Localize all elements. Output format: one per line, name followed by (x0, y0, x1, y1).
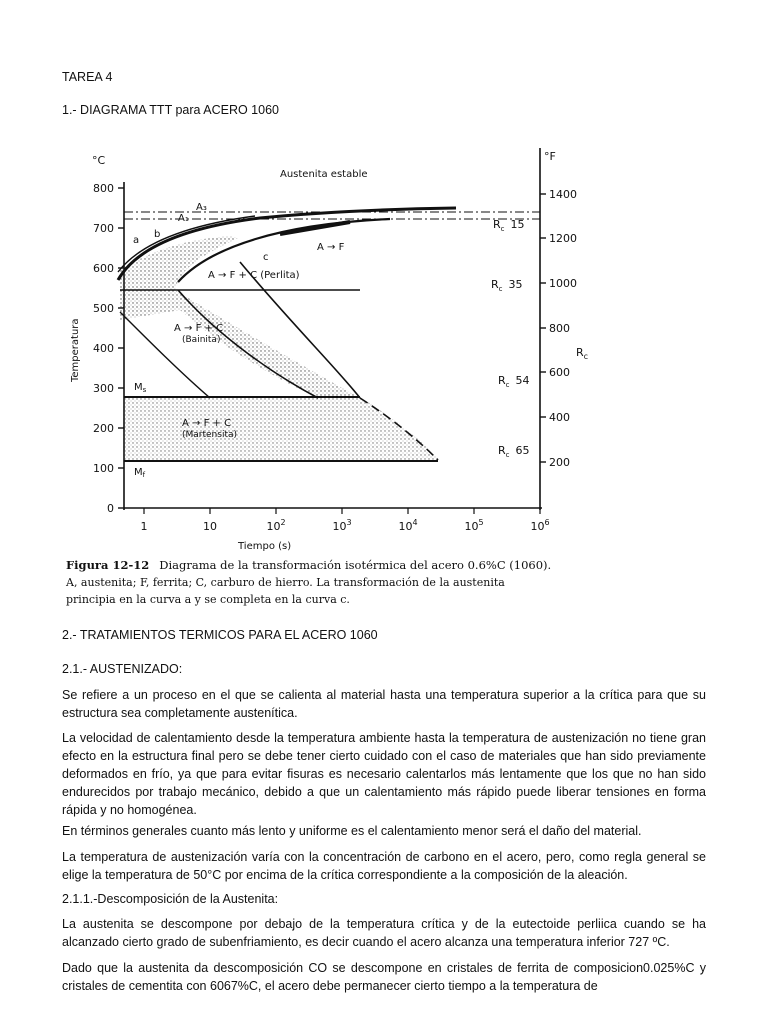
curve-c-thick-segment (280, 222, 350, 234)
subsection-austenizado-heading: 2.1.- AUSTENIZADO: (62, 662, 183, 676)
rc-hardness-labels (491, 218, 530, 459)
section-2-heading: 2.- TRATAMIENTOS TERMICOS PARA EL ACERO 1060 (62, 628, 378, 642)
fahrenheit-unit-label: °F (544, 150, 556, 163)
paragraph-1: Se refiere a un proceso en el que se calienta al material hasta una temperatura superior a la crítica para que su estructura sea completamente austenítica. (62, 688, 706, 720)
fahrenheit-tick-label: 800 (549, 322, 570, 335)
region-label-bainita-1: A → F + C (174, 323, 224, 334)
a1-label: A₁ (178, 213, 189, 224)
celsius-tick-label: 400 (93, 342, 114, 355)
section-1-heading: 1.- DIAGRAMA TTT para ACERO 1060 (62, 103, 279, 117)
mf-label: $M_f$ (134, 467, 146, 479)
paragraph-2: La velocidad de calentamiento desde la temperatura ambiente hasta la temperatura de austenización no tiene gran efecto en la estructura final pero se debe tener cierto cuidado con el caso de materiales que han sido previamente deformados en frío, ya que para evitar fisuras es necesario calentarlos más lentamente que los que no han sido endurecidos por trabajo mecánico, debido a que un calentamiento más rápido puede liberar tensiones en forma rápida y no homogénea. (62, 731, 706, 817)
y-axis-title: Temperatura (70, 318, 81, 382)
time-ticks (141, 508, 550, 533)
rc-value-label: $R_c$ 54 (498, 374, 530, 389)
celsius-tick-label: 0 (107, 502, 114, 515)
celsius-tick-label: 200 (93, 422, 114, 435)
fahrenheit-tick-label: 1000 (549, 277, 577, 290)
rc-value-label: $R_c$ 35 (491, 278, 523, 293)
ms-label: $M_s$ (134, 382, 147, 394)
fahrenheit-tick-label: 1400 (549, 188, 577, 201)
region-label-bainita-2: (Bainita) (182, 335, 221, 345)
paragraph-6: Dado que la austenita da descomposición CO se descompone en cristales de ferrita de composicion0.025%C y cristales de cementita con 6067%C, el acero debe permanecer cierto tiempo a la temperatura de (62, 961, 706, 993)
celsius-tick-label: 600 (93, 262, 114, 275)
celsius-tick-label: 300 (93, 382, 114, 395)
time-tick-label: 10 (203, 520, 217, 533)
paragraph-4: La temperatura de austenización varía con la concentración de carbono en el acero, pero, como regla general se elige la temperatura de 50°C por encima de la crítica correspondiente a la composición de la aleación. (62, 850, 706, 882)
region-label-af: A → F (317, 242, 345, 253)
dotted-region-martensite (124, 397, 438, 462)
figure-caption-line-3: principia en la curva a y se completa en la curva c. (66, 593, 350, 606)
region-label-perlita: A → F + C (Perlita) (208, 270, 300, 281)
celsius-tick-label: 100 (93, 462, 114, 475)
a3-label: A₃ (196, 202, 207, 213)
time-tick-label: $10^5$ (464, 518, 484, 533)
rc-axis-label: $R_c$ (576, 346, 589, 361)
dotted-region-transformation (120, 236, 360, 398)
celsius-ticks (93, 182, 124, 515)
fahrenheit-ticks (540, 188, 577, 469)
celsius-tick-label: 700 (93, 222, 114, 235)
paragraph-3: En términos generales cuanto más lento y uniforme es el calentamiento menor será el daño del material. (62, 824, 642, 838)
stable-austenite-label: Austenita estable (280, 169, 368, 180)
time-tick-label: 1 (140, 520, 148, 533)
time-tick-label: $10^6$ (530, 518, 550, 533)
time-tick-label: $10^3$ (332, 518, 352, 533)
figure-caption-line-1: Figura 12-12 Diagrama de la transformación isotérmica del acero 0.6%C (1060). (66, 558, 552, 572)
curve-a-label: a (133, 235, 140, 246)
celsius-tick-label: 800 (93, 182, 114, 195)
fahrenheit-tick-label: 1200 (549, 232, 577, 245)
subsection-descomposicion-heading: 2.1.1.-Descomposición de la Austenita: (62, 892, 279, 906)
time-tick-label: $10^2$ (266, 518, 286, 533)
celsius-tick-label: 500 (93, 302, 114, 315)
figure-caption-line-2: A, austenita; F, ferrita; C, carburo de hierro. La transformación de la austenita (66, 576, 505, 589)
region-label-martensita-1: A → F + C (182, 418, 232, 429)
curve-c-label: c (263, 252, 269, 263)
rc-value-label: $R_c$ 65 (498, 444, 530, 459)
paragraph-5: La austenita se descompone por debajo de la temperatura crítica y de la eutectoide perliica cuando se ha alcanzado cierto grado de subenfriamiento, es decir cuando el acero alcanza una temperatura inferior 727 ºC. (62, 917, 706, 949)
fahrenheit-tick-label: 200 (549, 456, 570, 469)
fahrenheit-tick-label: 600 (549, 366, 570, 379)
x-axis-title: Tiempo (s) (238, 541, 292, 552)
curve-b-label: b (154, 229, 161, 240)
rc-value-label: $R_c$ 15 (493, 218, 525, 233)
ttt-diagram-figure (60, 142, 608, 607)
region-label-martensita-2: (Martensita) (182, 430, 238, 440)
celsius-unit-label: °C (92, 154, 106, 167)
task-title: TAREA 4 (62, 70, 113, 84)
time-tick-label: $10^4$ (398, 518, 418, 533)
fahrenheit-tick-label: 400 (549, 411, 570, 424)
